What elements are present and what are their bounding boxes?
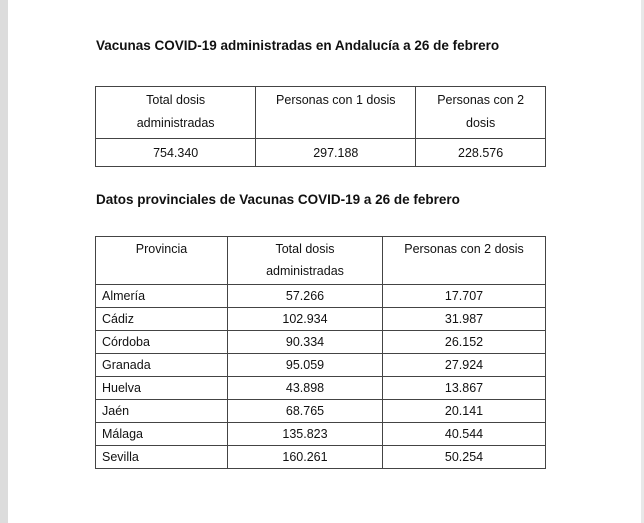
left-edge-bar bbox=[0, 0, 8, 523]
table-row bbox=[96, 377, 546, 400]
summary-header-total bbox=[96, 87, 256, 139]
summary-value-total: 754.340 bbox=[96, 139, 256, 167]
summary-header-first-dose: Personas con 1 dosis bbox=[256, 87, 416, 139]
summary-header-row bbox=[96, 87, 546, 139]
province-total: 160.261 bbox=[228, 446, 383, 469]
table-row bbox=[96, 423, 546, 446]
province-name: Huelva bbox=[96, 377, 228, 400]
province-second-dose: 26.152 bbox=[383, 331, 546, 354]
province-name: Almería bbox=[96, 285, 228, 308]
summary-header-second-dose-text: Personas con 2 dosis bbox=[437, 93, 525, 130]
summary-header-second-dose bbox=[416, 87, 546, 139]
summary-table bbox=[95, 86, 546, 167]
province-total: 57.266 bbox=[228, 285, 383, 308]
table-row bbox=[96, 285, 546, 308]
province-total: 135.823 bbox=[228, 423, 383, 446]
province-name: Málaga bbox=[96, 423, 228, 446]
provincial-header-row bbox=[96, 237, 546, 285]
province-name: Sevilla bbox=[96, 446, 228, 469]
summary-header-total-text: Total dosis administradas bbox=[136, 93, 215, 130]
province-total: 102.934 bbox=[228, 308, 383, 331]
provincial-header-total-text: Total dosis administradas bbox=[266, 242, 344, 278]
summary-value-first-dose: 297.188 bbox=[256, 139, 416, 167]
table-row bbox=[96, 446, 546, 469]
table-row bbox=[96, 354, 546, 377]
province-name: Jaén bbox=[96, 400, 228, 423]
province-total: 43.898 bbox=[228, 377, 383, 400]
provincial-header-province: Provincia bbox=[96, 237, 228, 285]
table-row bbox=[96, 308, 546, 331]
provincial-header-second-dose: Personas con 2 dosis bbox=[383, 237, 546, 285]
province-total: 68.765 bbox=[228, 400, 383, 423]
table-row bbox=[96, 400, 546, 423]
province-second-dose: 50.254 bbox=[383, 446, 546, 469]
summary-values-row bbox=[96, 139, 546, 167]
province-second-dose: 17.707 bbox=[383, 285, 546, 308]
province-second-dose: 40.544 bbox=[383, 423, 546, 446]
province-name: Granada bbox=[96, 354, 228, 377]
province-second-dose: 31.987 bbox=[383, 308, 546, 331]
province-second-dose: 27.924 bbox=[383, 354, 546, 377]
table-row bbox=[96, 331, 546, 354]
province-second-dose: 13.867 bbox=[383, 377, 546, 400]
province-name: Córdoba bbox=[96, 331, 228, 354]
provincial-header-total bbox=[228, 237, 383, 285]
summary-title: Vacunas COVID-19 administradas en Andalucía a 26 de febrero bbox=[96, 38, 500, 53]
summary-value-second-dose: 228.576 bbox=[416, 139, 546, 167]
provincial-table bbox=[95, 236, 546, 469]
provincial-title: Datos provinciales de Vacunas COVID-19 a 26 de febrero bbox=[96, 192, 460, 207]
province-total: 95.059 bbox=[228, 354, 383, 377]
province-name: Cádiz bbox=[96, 308, 228, 331]
province-total: 90.334 bbox=[228, 331, 383, 354]
province-second-dose: 20.141 bbox=[383, 400, 546, 423]
